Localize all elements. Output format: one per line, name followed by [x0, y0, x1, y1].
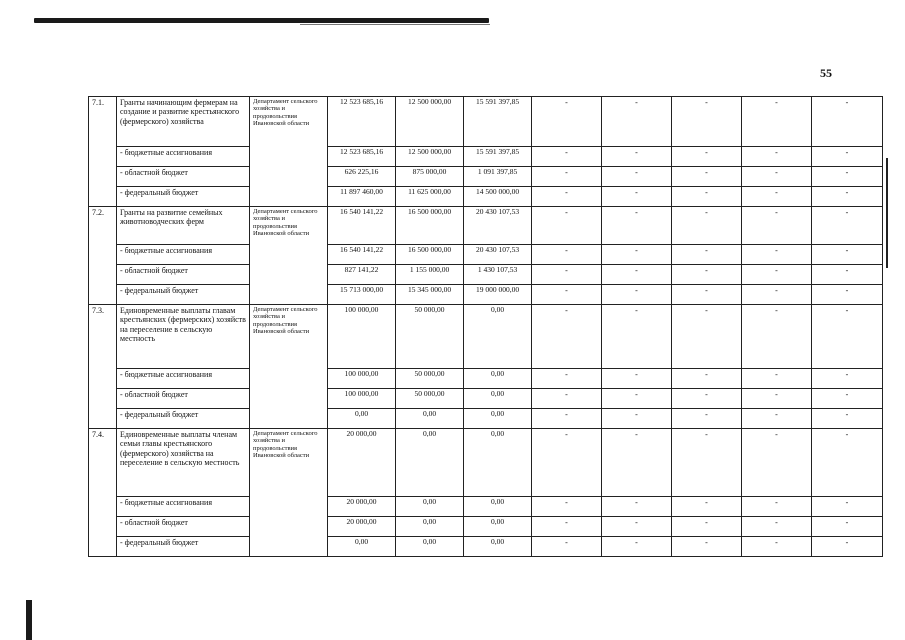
- amount-cell: 100 000,00: [328, 389, 396, 409]
- amount-cell: 12 523 685,16: [328, 97, 396, 147]
- empty-year-cell: -: [602, 285, 672, 305]
- empty-year-cell: -: [742, 517, 812, 537]
- amount-cell: 0,00: [396, 429, 464, 497]
- empty-year-cell: -: [532, 389, 602, 409]
- table-subrow: [89, 389, 883, 409]
- empty-year-cell: -: [602, 187, 672, 207]
- responsible-department: Департамент сельского хозяйства и продовольствия Ивановской области: [250, 207, 328, 305]
- amount-cell: 20 430 107,53: [464, 245, 532, 265]
- empty-year-cell: -: [532, 147, 602, 167]
- table-subrow: [89, 369, 883, 389]
- empty-year-cell: -: [602, 537, 672, 557]
- table-subrow: [89, 167, 883, 187]
- empty-year-cell: -: [532, 517, 602, 537]
- table-subrow: [89, 409, 883, 429]
- empty-year-cell: -: [672, 265, 742, 285]
- amount-cell: 626 225,16: [328, 167, 396, 187]
- amount-cell: 1 430 107,53: [464, 265, 532, 285]
- amount-cell: 0,00: [328, 537, 396, 557]
- amount-cell: 19 000 000,00: [464, 285, 532, 305]
- empty-year-cell: -: [602, 429, 672, 497]
- amount-cell: 16 500 000,00: [396, 207, 464, 245]
- row-number: 7.1.: [89, 97, 117, 207]
- amount-cell: 20 000,00: [328, 429, 396, 497]
- amount-cell: 827 141,22: [328, 265, 396, 285]
- amount-cell: 0,00: [396, 497, 464, 517]
- empty-year-cell: -: [812, 97, 883, 147]
- empty-year-cell: -: [602, 265, 672, 285]
- funding-source-label: - областной бюджет: [117, 167, 250, 187]
- amount-cell: 1 155 000,00: [396, 265, 464, 285]
- measure-title: Единовременные выплаты членам семьи главы крестьянского (фермерского) хозяйства на переселение в сельскую местность: [117, 429, 250, 497]
- amount-cell: 100 000,00: [328, 369, 396, 389]
- measure-title: Гранты на развитие семейных животноводческих ферм: [117, 207, 250, 245]
- amount-cell: 0,00: [464, 369, 532, 389]
- empty-year-cell: -: [742, 285, 812, 305]
- scan-edge-top: [34, 18, 489, 23]
- empty-year-cell: -: [602, 97, 672, 147]
- empty-year-cell: -: [742, 537, 812, 557]
- amount-cell: 15 591 397,85: [464, 97, 532, 147]
- amount-cell: 16 540 141,22: [328, 207, 396, 245]
- empty-year-cell: -: [672, 497, 742, 517]
- empty-year-cell: -: [742, 147, 812, 167]
- empty-year-cell: -: [602, 305, 672, 369]
- empty-year-cell: -: [532, 97, 602, 147]
- amount-cell: 50 000,00: [396, 389, 464, 409]
- empty-year-cell: -: [672, 147, 742, 167]
- funding-source-label: - федеральный бюджет: [117, 285, 250, 305]
- empty-year-cell: -: [812, 245, 883, 265]
- empty-year-cell: -: [812, 389, 883, 409]
- empty-year-cell: -: [532, 265, 602, 285]
- responsible-department: Департамент сельского хозяйства и продовольствия Ивановской области: [250, 305, 328, 429]
- amount-cell: 0,00: [464, 497, 532, 517]
- measure-title: Гранты начинающим фермерам на создание и развитие крестьянского (фермерского) хозяйства: [117, 97, 250, 147]
- empty-year-cell: -: [532, 245, 602, 265]
- amount-cell: 20 430 107,53: [464, 207, 532, 245]
- table-subrow: [89, 265, 883, 285]
- table-subrow: [89, 517, 883, 537]
- empty-year-cell: -: [672, 429, 742, 497]
- empty-year-cell: -: [672, 187, 742, 207]
- amount-cell: 12 500 000,00: [396, 147, 464, 167]
- amount-cell: 20 000,00: [328, 517, 396, 537]
- empty-year-cell: -: [602, 147, 672, 167]
- empty-year-cell: -: [672, 207, 742, 245]
- empty-year-cell: -: [812, 369, 883, 389]
- funding-source-label: - федеральный бюджет: [117, 537, 250, 557]
- empty-year-cell: -: [742, 245, 812, 265]
- row-number: 7.3.: [89, 305, 117, 429]
- empty-year-cell: -: [672, 285, 742, 305]
- funding-source-label: - федеральный бюджет: [117, 409, 250, 429]
- amount-cell: 0,00: [464, 409, 532, 429]
- funding-source-label: - бюджетные ассигнования: [117, 147, 250, 167]
- table-subrow: [89, 497, 883, 517]
- empty-year-cell: -: [672, 517, 742, 537]
- empty-year-cell: -: [742, 429, 812, 497]
- funding-source-label: - бюджетные ассигнования: [117, 497, 250, 517]
- empty-year-cell: -: [602, 389, 672, 409]
- amount-cell: 0,00: [396, 537, 464, 557]
- empty-year-cell: -: [812, 409, 883, 429]
- empty-year-cell: -: [812, 285, 883, 305]
- funding-source-label: - областной бюджет: [117, 265, 250, 285]
- empty-year-cell: -: [672, 389, 742, 409]
- empty-year-cell: -: [602, 497, 672, 517]
- table-row: [89, 429, 883, 497]
- empty-year-cell: -: [812, 207, 883, 245]
- empty-year-cell: -: [812, 187, 883, 207]
- responsible-department: Департамент сельского хозяйства и продовольствия Ивановской области: [250, 97, 328, 207]
- empty-year-cell: -: [532, 369, 602, 389]
- amount-cell: 15 713 000,00: [328, 285, 396, 305]
- amount-cell: 20 000,00: [328, 497, 396, 517]
- amount-cell: 11 897 460,00: [328, 187, 396, 207]
- amount-cell: 0,00: [396, 517, 464, 537]
- table-subrow: [89, 147, 883, 167]
- empty-year-cell: -: [532, 429, 602, 497]
- row-number: 7.2.: [89, 207, 117, 305]
- empty-year-cell: -: [672, 409, 742, 429]
- empty-year-cell: -: [602, 409, 672, 429]
- empty-year-cell: -: [812, 265, 883, 285]
- amount-cell: 15 345 000,00: [396, 285, 464, 305]
- empty-year-cell: -: [742, 497, 812, 517]
- page-number: 55: [820, 66, 832, 80]
- amount-cell: 0,00: [464, 537, 532, 557]
- empty-year-cell: -: [672, 245, 742, 265]
- empty-year-cell: -: [742, 97, 812, 147]
- empty-year-cell: -: [742, 305, 812, 369]
- table-subrow: [89, 537, 883, 557]
- table-subrow: [89, 187, 883, 207]
- amount-cell: 0,00: [464, 389, 532, 409]
- funding-source-label: - областной бюджет: [117, 389, 250, 409]
- empty-year-cell: -: [672, 537, 742, 557]
- amount-cell: 16 540 141,22: [328, 245, 396, 265]
- table-row: [89, 207, 883, 245]
- measure-title: Единовременные выплаты главам крестьянских (фермерских) хозяйств на переселение в сельскую местность: [117, 305, 250, 369]
- empty-year-cell: -: [672, 305, 742, 369]
- amount-cell: 0,00: [464, 305, 532, 369]
- scan-edge-top-thin: [300, 24, 490, 25]
- amount-cell: 50 000,00: [396, 305, 464, 369]
- empty-year-cell: -: [602, 517, 672, 537]
- empty-year-cell: -: [672, 167, 742, 187]
- empty-year-cell: -: [742, 389, 812, 409]
- table-subrow: [89, 285, 883, 305]
- empty-year-cell: -: [672, 369, 742, 389]
- empty-year-cell: -: [532, 537, 602, 557]
- empty-year-cell: -: [812, 305, 883, 369]
- table-subrow: [89, 245, 883, 265]
- empty-year-cell: -: [532, 285, 602, 305]
- funding-source-label: - областной бюджет: [117, 517, 250, 537]
- empty-year-cell: -: [742, 167, 812, 187]
- amount-cell: 0,00: [464, 517, 532, 537]
- amount-cell: 875 000,00: [396, 167, 464, 187]
- amount-cell: 15 591 397,85: [464, 147, 532, 167]
- amount-cell: 12 523 685,16: [328, 147, 396, 167]
- empty-year-cell: -: [812, 167, 883, 187]
- empty-year-cell: -: [532, 167, 602, 187]
- scan-edge-right: [886, 158, 888, 268]
- amount-cell: 14 500 000,00: [464, 187, 532, 207]
- empty-year-cell: -: [812, 147, 883, 167]
- empty-year-cell: -: [742, 187, 812, 207]
- empty-year-cell: -: [532, 305, 602, 369]
- empty-year-cell: -: [532, 497, 602, 517]
- amount-cell: 1 091 397,85: [464, 167, 532, 187]
- responsible-department: Департамент сельского хозяйства и продовольствия Ивановской области: [250, 429, 328, 557]
- empty-year-cell: -: [812, 497, 883, 517]
- amount-cell: 0,00: [396, 409, 464, 429]
- empty-year-cell: -: [742, 369, 812, 389]
- budget-table: [88, 96, 883, 557]
- empty-year-cell: -: [672, 97, 742, 147]
- empty-year-cell: -: [532, 207, 602, 245]
- empty-year-cell: -: [812, 429, 883, 497]
- amount-cell: 12 500 000,00: [396, 97, 464, 147]
- empty-year-cell: -: [742, 265, 812, 285]
- amount-cell: 11 625 000,00: [396, 187, 464, 207]
- empty-year-cell: -: [532, 187, 602, 207]
- empty-year-cell: -: [812, 537, 883, 557]
- empty-year-cell: -: [602, 167, 672, 187]
- amount-cell: 0,00: [464, 429, 532, 497]
- amount-cell: 0,00: [328, 409, 396, 429]
- table-row: [89, 97, 883, 147]
- empty-year-cell: -: [602, 207, 672, 245]
- empty-year-cell: -: [742, 409, 812, 429]
- table-row: [89, 305, 883, 369]
- empty-year-cell: -: [742, 207, 812, 245]
- empty-year-cell: -: [602, 369, 672, 389]
- funding-source-label: - федеральный бюджет: [117, 187, 250, 207]
- funding-source-label: - бюджетные ассигнования: [117, 245, 250, 265]
- row-number: 7.4.: [89, 429, 117, 557]
- empty-year-cell: -: [532, 409, 602, 429]
- funding-source-label: - бюджетные ассигнования: [117, 369, 250, 389]
- empty-year-cell: -: [602, 245, 672, 265]
- empty-year-cell: -: [812, 517, 883, 537]
- amount-cell: 100 000,00: [328, 305, 396, 369]
- amount-cell: 50 000,00: [396, 369, 464, 389]
- amount-cell: 16 500 000,00: [396, 245, 464, 265]
- scan-edge-left: [26, 600, 32, 640]
